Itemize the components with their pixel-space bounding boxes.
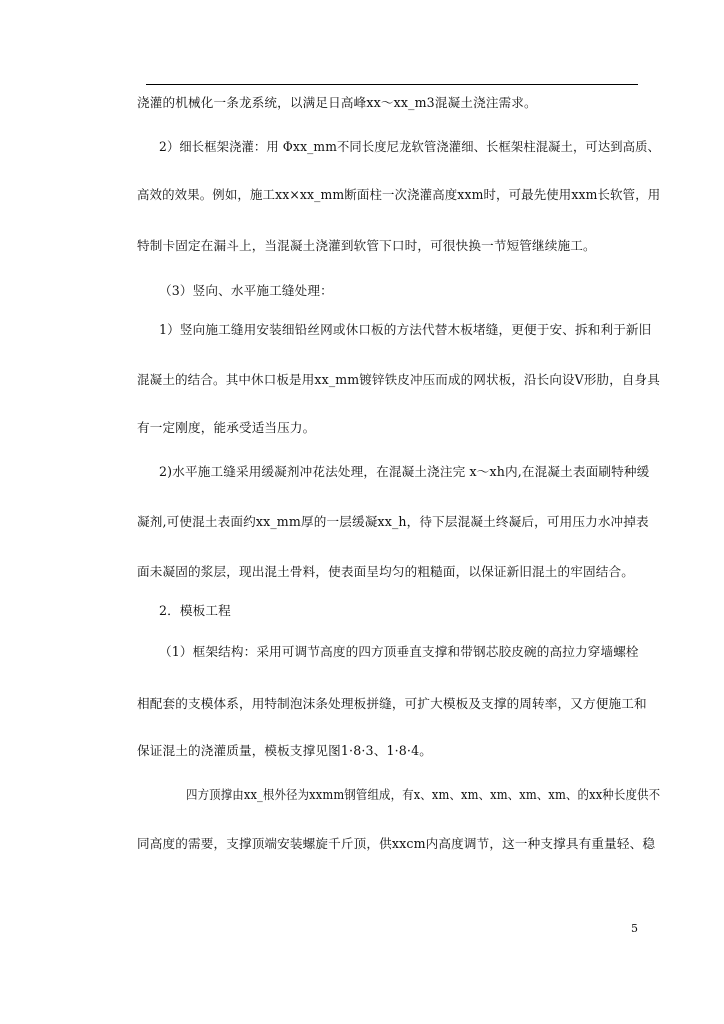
text-line-14: 相配套的支模体系，用特制泡沫条处理板拼缝，可扩大模板及支撑的周转率，又方便施工和 [137,696,647,711]
text-line-5: （3）竖向、水平施工缝处理： [159,283,333,298]
text-line-16: 四方顶撑由xx_根外径为xxmm钢管组成，有x、xm、xm、xm、xm、xm、的xx种长度供不 [186,787,661,802]
text-line-6: 1）竖向施工缝用安装细铅丝网或休口板的方法代替木板堵缝，更便于安、拆和利于新旧 [159,322,652,337]
text-line-4: 特制卡固定在漏斗上，当混凝土浇灌到软管下口时，可很快换一节短管继续施工。 [137,238,596,253]
text-line-3: 高效的效果。例如，施工xx×xx_mm断面柱一次浇灌高度xxm时，可最先使用xxm长软管，用 [137,187,661,202]
text-line-10: 凝剂,可使混土表面约xx_mm厚的一层缓凝xx_h，待下层混凝土终凝后，可用压力水冲掉表 [137,514,649,529]
text-line-13: （1）框架结构：采用可调节高度的四方顶垂直支撑和带钢芯胶皮碗的高拉力穿墙螺栓 [159,644,639,659]
text-line-2: 2）细长框架浇灌：用 Φxx_mm不同长度尼龙软管浇灌细、长框架柱混凝土，可达到高质、 [159,139,660,154]
text-line-12: 2．模板工程 [159,603,231,618]
text-line-1: 浇灌的机械化一条龙系统，以满足日高峰xx～xx_m3混凝土浇注需求。 [137,95,537,110]
text-line-9: 2)水平施工缝采用缓凝剂冲花法处理，在混凝土浇注完 x～xh内,在混凝土表面刷特种缓 [159,464,650,479]
text-line-11: 面未凝固的浆层，现出混土骨料，使表面呈均匀的粗糙面，以保证新旧混土的牢固结合。 [137,564,635,579]
header-rule [146,84,638,85]
text-line-15: 保证混土的浇灌质量，模板支撑见图1·8·3、1·8·4。 [137,743,432,758]
text-line-8: 有一定刚度，能承受适当压力。 [137,420,316,435]
text-line-17: 同高度的需要，支撑顶端安装螺旋千斤顶，供xxcm内高度调节，这一种支撑具有重量轻、稳 [137,836,656,851]
page-number: 5 [631,922,638,935]
text-line-7: 混凝土的结合。其中休口板是用xx_mm镀锌铁皮冲压而成的网状板，沿长向设V形肋，自身具 [137,372,660,387]
